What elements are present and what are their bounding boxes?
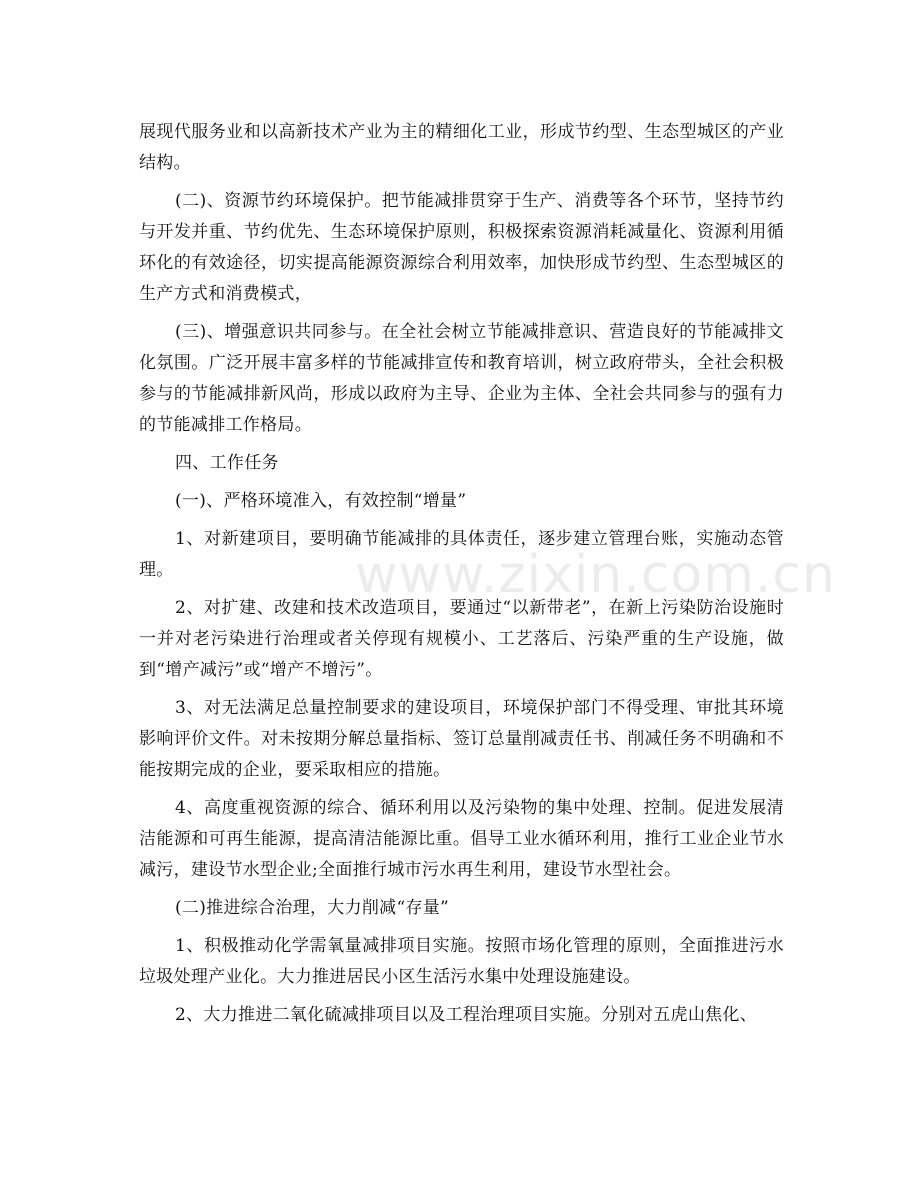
watermark: www.zixin.com.cn (355, 545, 836, 605)
paragraph: (二)、资源节约环境保护。把节能减排贯穿于生产、消费等各个环节，坚持节约与开发并重、节约优先、生态环境保护原则，积极探索资源消耗减量化、资源利用循环化的有效途径，切实提高能源资源综合利用效率，加快形成节约型、生态型城区的生产方式和消费模式， (139, 191, 784, 304)
paragraph: 展现代服务业和以高新技术产业为主的精细化工业，形成节约型、生态型城区的产业结构。 (139, 122, 784, 173)
paragraph: 2、对扩建、改建和技术改造项目，要通过“以新带老”，在新上污染防治设施时一并对老污染进行治理或者关停现有规模小、工艺落后、污染严重的生产设施，做到“增产减污”或“增产不增污”。 (139, 598, 784, 680)
paragraph: 1、积极推动化学需氧量减排项目实施。按照市场化管理的原则，全面推进污水垃圾处理产业化。大力推进居民小区生活污水集中处理设施建设。 (139, 936, 784, 987)
paragraph: 4、高度重视资源的综合、循环利用以及污染物的集中处理、控制。促进发展清洁能源和可再生能源，提高清洁能源比重。倡导工业水循环利用，推行工业企业节水减污，建设节水型企业;全面推行城市污水再生利用，建设节水型社会。 (139, 798, 784, 880)
subsection-heading: (一)、严格环境准入，有效控制“增量” (175, 491, 467, 511)
document-body (139, 117, 784, 1031)
paragraph: 1、对新建项目，要明确节能减排的具体责任，逐步建立管理台账，实施动态管理。 (139, 529, 784, 580)
subsection-heading: (二)推进综合治理，大力削减“存量” (175, 898, 450, 918)
paragraph: (三)、增强意识共同参与。在全社会树立节能减排意识、营造良好的节能减排文化氛围。广泛开展丰富多样的节能减排宣传和教育培训，树立政府带头，全社会积极参与的节能减排新风尚，形成以政府为主导、企业为主体、全社会共同参与的强有力的节能减排工作格局。 (139, 322, 784, 435)
paragraph: 2、大力推进二氧化硫减排项目以及工程治理项目实施。分别对五虎山焦化、 (175, 1005, 758, 1025)
section-heading: 四、工作任务 (175, 453, 279, 473)
paragraph: 3、对无法满足总量控制要求的建设项目，环境保护部门不得受理、审批其环境影响评价文件。对未按期分解总量指标、签订总量削减责任书、削减任务不明确和不能按期完成的企业，要采取相应的措施。 (139, 698, 784, 780)
